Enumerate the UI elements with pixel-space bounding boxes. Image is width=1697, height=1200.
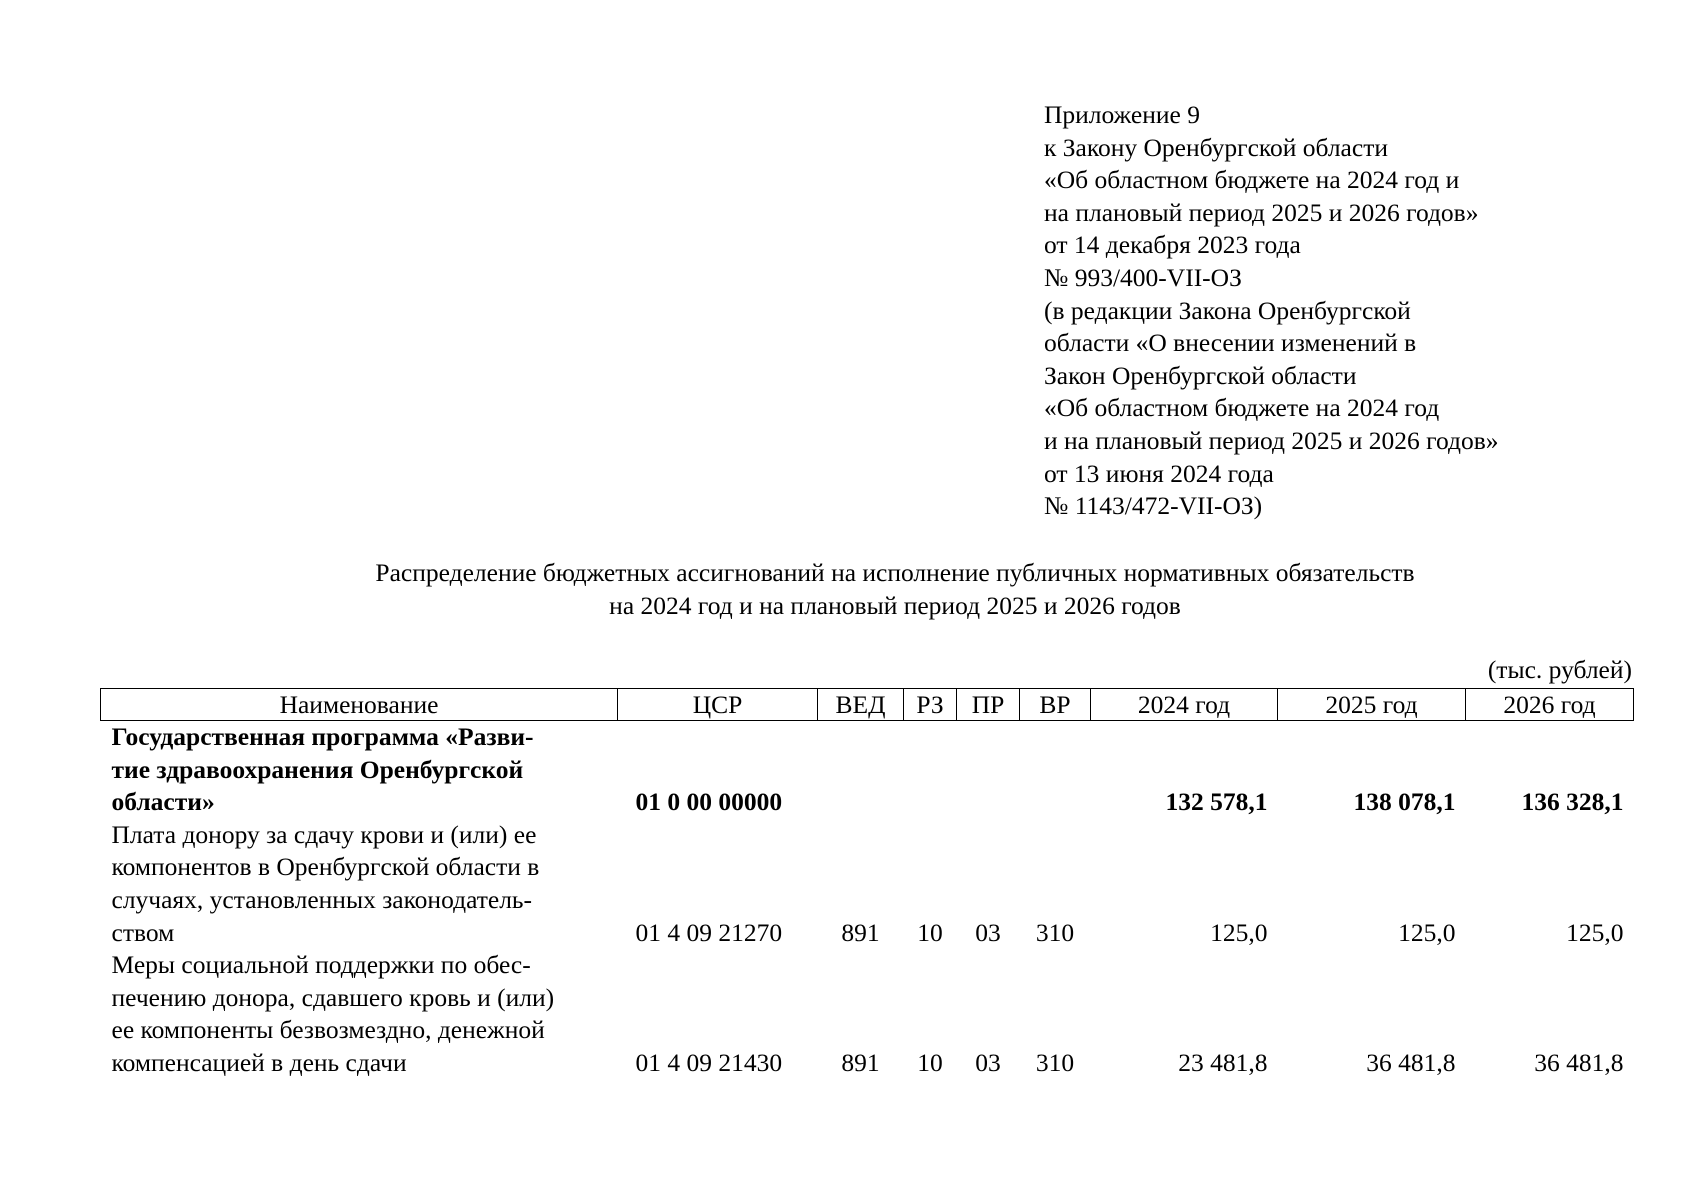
row-name-line: области» [111, 787, 215, 817]
appendix-line: «Об областном бюджете на 2024 год и [1044, 165, 1460, 195]
units-note: (тыс. рублей) [1487, 655, 1632, 684]
row-name-line: Плата донору за сдачу крови и (или) ее [111, 819, 537, 849]
appendix-line: (в редакции Закона Оренбургской [1044, 295, 1411, 325]
row-2024: 125,0 [1210, 917, 1268, 947]
row-2025: 138 078,1 [1353, 787, 1456, 817]
appendix-line: и на плановый период 2025 и 2026 годов» [1044, 425, 1499, 455]
row-vr: 310 [1035, 917, 1075, 947]
row-rz: 10 [917, 1047, 943, 1077]
appendix-line: № 993/400-VII-ОЗ [1044, 262, 1242, 292]
row-ved: 891 [841, 917, 880, 947]
row-rz [904, 721, 957, 819]
header-2026: 2026 год [1466, 689, 1634, 721]
row-pr: 03 [975, 1047, 1001, 1077]
row-name-line: компонентов в Оренбургской области в [111, 852, 540, 882]
row-name-line: компенсацией в день сдачи [111, 1047, 407, 1077]
row-2026: 136 328,1 [1521, 787, 1624, 817]
row-name-line: случаях, установленных законодатель- [111, 884, 533, 914]
document-title-line-1: Распределение бюджетных ассигнований на исполнение публичных нормативных обязательств [375, 558, 1415, 587]
row-rz: 10 [917, 917, 943, 947]
row-vr [1020, 721, 1091, 819]
appendix-line: «Об областном бюджете на 2024 год [1044, 393, 1440, 423]
header-pr: ПР [957, 689, 1020, 721]
appendix-line: на плановый период 2025 и 2026 годов» [1044, 197, 1479, 227]
budget-table [100, 688, 1634, 1080]
row-name-line: тие здравоохранения Оренбургской [111, 754, 524, 784]
appendix-line: Приложение 9 [1044, 100, 1200, 129]
row-2025: 36 481,8 [1366, 1047, 1456, 1077]
row-pr [957, 721, 1020, 819]
row-2026: 125,0 [1566, 917, 1624, 947]
header-rz: РЗ [904, 689, 957, 721]
header-ved: ВЕД [818, 689, 904, 721]
appendix-line: к Закону Оренбургской области [1044, 132, 1388, 162]
row-ved [818, 721, 904, 819]
header-csr: ЦСР [618, 689, 818, 721]
table-row [101, 819, 1634, 949]
table-row [101, 721, 1634, 819]
document-title [0, 557, 1697, 622]
row-name [101, 721, 618, 819]
row-csr: 01 4 09 21270 [635, 917, 783, 947]
appendix-line: № 1143/472-VII-ОЗ) [1044, 491, 1263, 521]
table-header-row [101, 689, 1634, 721]
row-name [101, 949, 618, 1079]
row-2025: 125,0 [1398, 917, 1456, 947]
row-2024: 132 578,1 [1165, 787, 1268, 817]
row-2024: 23 481,8 [1178, 1047, 1268, 1077]
row-name-line: Государственная программа «Разви- [111, 722, 534, 751]
row-csr: 01 0 00 00000 [635, 787, 783, 817]
appendix-line: области «О внесении изменений в [1044, 328, 1417, 358]
appendix-line: от 13 июня 2024 года [1044, 458, 1274, 488]
row-name [101, 819, 618, 949]
row-ved: 891 [841, 1047, 880, 1077]
table-row [101, 949, 1634, 1079]
row-name-line: ее компоненты безвозмездно, денежной [111, 1015, 545, 1045]
header-vr: ВР [1020, 689, 1091, 721]
row-name-line: печению донора, сдавшего кровь и (или) [111, 982, 555, 1012]
header-name: Наименование [101, 689, 618, 721]
appendix-line: Закон Оренбургской области [1044, 360, 1357, 390]
appendix-line: от 14 декабря 2023 года [1044, 230, 1301, 260]
row-2026: 36 481,8 [1534, 1047, 1624, 1077]
row-name-line: Меры социальной поддержки по обес- [111, 950, 531, 980]
appendix-block [1044, 99, 1604, 523]
row-name-line: ством [111, 917, 175, 947]
row-csr: 01 4 09 21430 [635, 1047, 783, 1077]
document-title-line-2: на 2024 год и на плановый период 2025 и 2026 годов [609, 590, 1181, 620]
row-vr: 310 [1035, 1047, 1075, 1077]
row-pr: 03 [975, 917, 1001, 947]
header-2025: 2025 год [1278, 689, 1466, 721]
header-2024: 2024 год [1091, 689, 1278, 721]
